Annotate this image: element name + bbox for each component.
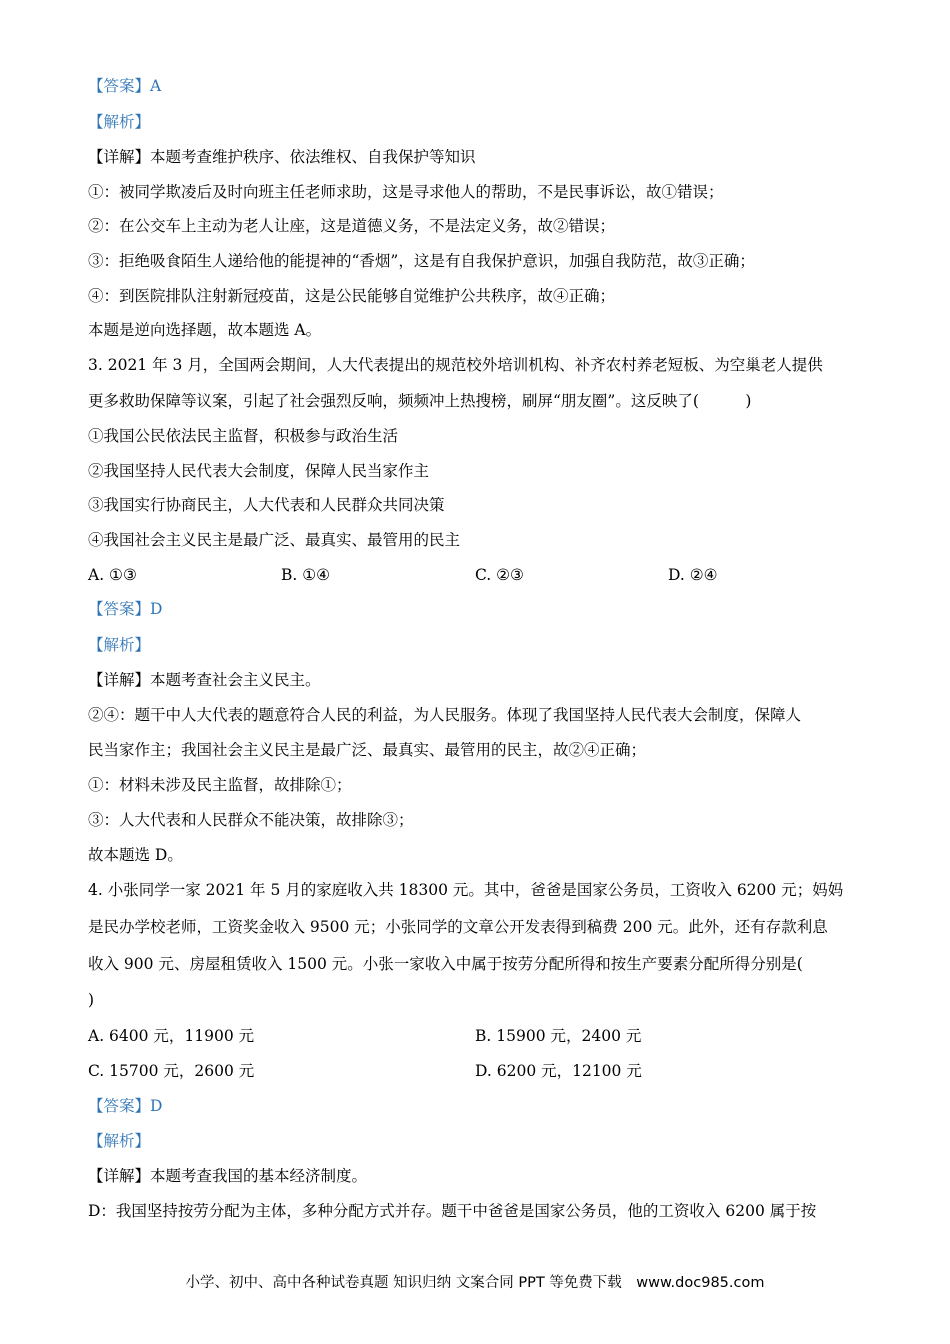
option-c: C. 15700 元，2600 元 — [88, 1062, 255, 1080]
paragraph: ③：人大代表和人民群众不能决策，故排除③； — [88, 811, 414, 829]
option-a: A. 6400 元，11900 元 — [88, 1027, 255, 1045]
paragraph: D：我国坚持按劳分配为主体，多种分配方式并存。题干中爸爸是国家公务员，他的工资收入 6200 属于按 — [88, 1202, 817, 1220]
detail-text: 【详解】本题考查我国的基本经济制度。 — [88, 1167, 368, 1185]
question-stem: 更多救助保障等议案，引起了社会强烈反响，频频冲上热搜榜，刷屏“朋友圈”。这反映了( ) — [88, 392, 752, 410]
option-c: C. ②③ — [475, 566, 524, 584]
conclusion-text: 故本题选 D。 — [88, 846, 183, 864]
statement-item: ②我国坚持人民代表大会制度，保障人民当家作主 — [88, 462, 430, 480]
option-d: D. 6200 元，12100 元 — [475, 1062, 642, 1080]
page-footer: 小学、初中、高中各种试卷真题 知识归纳 文案合同 PPT 等免费下载 www.doc985.com — [185, 1275, 765, 1291]
answer-label: 【答案】D — [88, 600, 163, 618]
paragraph: ①：材料未涉及民主监督，故排除①； — [88, 776, 352, 794]
analysis-label: 【解析】 — [88, 1132, 151, 1150]
paragraph: ②④：题干中人大代表的题意符合人民的利益，为人民服务。体现了我国坚持人民代表大会制度，保障人 — [88, 706, 802, 724]
analysis-label: 【解析】 — [88, 113, 151, 131]
paragraph: ①：被同学欺凌后及时向班主任老师求助，这是寻求他人的帮助，不是民事诉讼，故①错误； — [88, 183, 724, 201]
question-stem: 收入 900 元、房屋租赁收入 1500 元。小张一家收入中属于按劳分配所得和按生产要素分配所得分别是( — [88, 955, 803, 973]
question-stem: 3. 2021 年 3 月，全国两会期间，人大代表提出的规范校外培训机构、补齐农村养老短板、为空巢老人提供 — [88, 356, 823, 374]
option-b: B. ①④ — [281, 566, 331, 584]
paragraph: ③：拒绝吸食陌生人递给他的能提神的“香烟”，这是有自我保护意识，加强自我防范，故③正确； — [88, 252, 755, 270]
question-stem: ) — [88, 991, 95, 1009]
analysis-label: 【解析】 — [88, 636, 151, 654]
paragraph: ④：到医院排队注射新冠疫苗，这是公民能够自觉维护公共秩序，故④正确； — [88, 287, 616, 305]
question-stem: 是民办学校老师，工资奖金收入 9500 元；小张同学的文章公开发表得到稿费 200 元。此外，还有存款利息 — [88, 918, 828, 936]
answer-label: 【答案】D — [88, 1097, 163, 1115]
option-a: A. ①③ — [88, 566, 137, 584]
statement-item: ③我国实行协商民主，人大代表和人民群众共同决策 — [88, 496, 445, 514]
question-stem: 4. 小张同学一家 2021 年 5 月的家庭收入共 18300 元。其中，爸爸是国家公务员，工资收入 6200 元；妈妈 — [88, 881, 844, 899]
paragraph: 民当家作主；我国社会主义民主是最广泛、最真实、最管用的民主，故②④正确； — [88, 741, 647, 759]
detail-text: 【详解】本题考查社会主义民主。 — [88, 671, 321, 689]
option-d: D. ②④ — [668, 566, 718, 584]
statement-item: ①我国公民依法民主监督，积极参与政治生活 — [88, 427, 399, 445]
detail-text: 【详解】本题考查维护秩序、依法维权、自我保护等知识 — [88, 148, 476, 166]
statement-item: ④我国社会主义民主是最广泛、最真实、最管用的民主 — [88, 531, 461, 549]
option-b: B. 15900 元，2400 元 — [475, 1027, 642, 1045]
conclusion-text: 本题是逆向选择题，故本题选 A。 — [88, 321, 322, 339]
paragraph: ②：在公交车上主动为老人让座，这是道德义务，不是法定义务，故②错误； — [88, 217, 616, 235]
answer-label: 【答案】A — [88, 77, 162, 95]
